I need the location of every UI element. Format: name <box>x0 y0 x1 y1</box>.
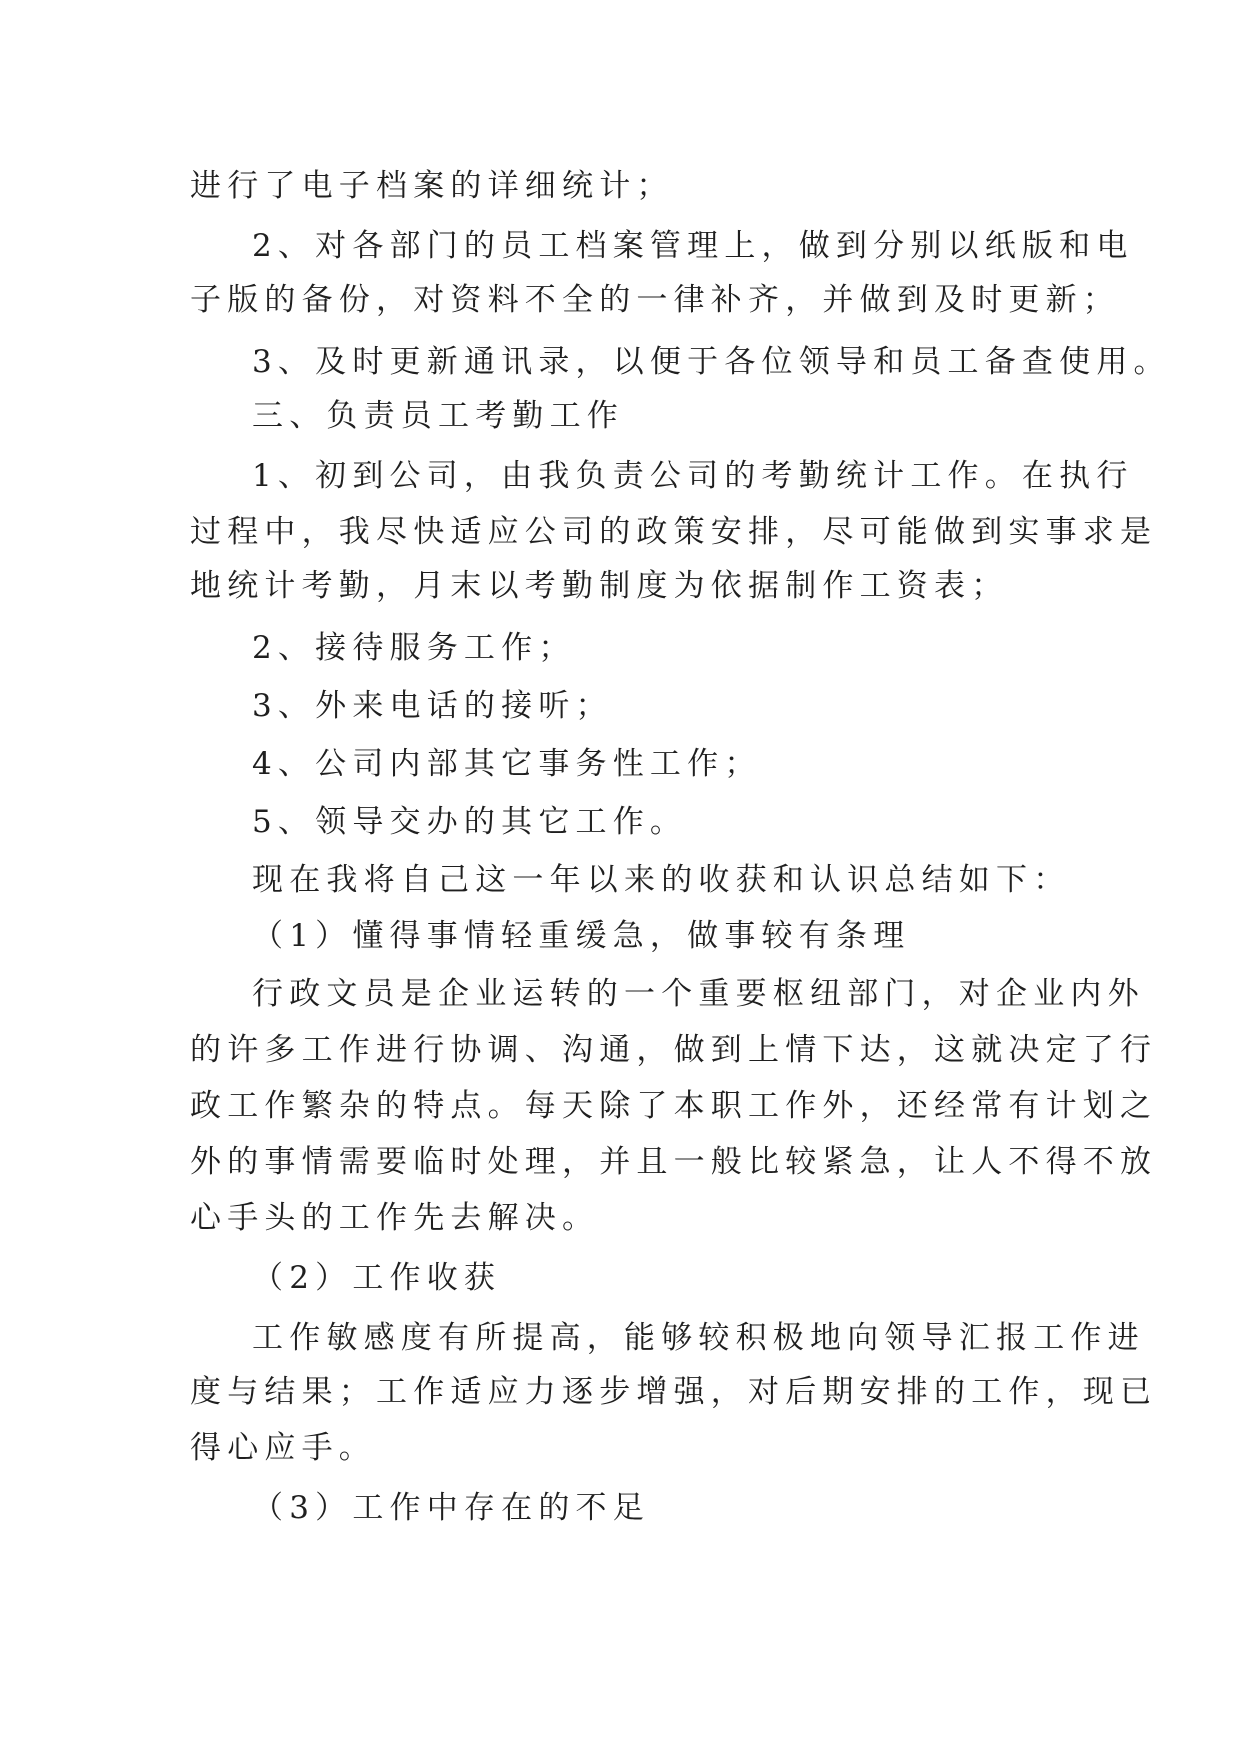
text-line: 心手头的工作先去解决。 <box>190 1200 600 1236</box>
text-line: 行政文员是企业运转的一个重要枢纽部门，对企业内外 <box>252 976 1145 1012</box>
text-line: 3、外来电话的接听； <box>252 688 613 724</box>
subsection-heading: （2）工作收获 <box>252 1260 502 1296</box>
text-line: 进行了电子档案的详细统计； <box>190 168 674 204</box>
subsection-heading: （1）懂得事情轻重缓急，做事较有条理 <box>252 918 911 954</box>
text-line: 3、及时更新通讯录，以便于各位领导和员工备查使用。 <box>252 344 1171 380</box>
text-line: 过程中，我尽快适应公司的政策安排，尽可能做到实事求是 <box>190 514 1158 550</box>
text-line: 1、初到公司，由我负责公司的考勤统计工作。在执行 <box>252 458 1134 494</box>
text-line: 的许多工作进行协调、沟通，做到上情下达，这就决定了行 <box>190 1032 1158 1068</box>
subsection-heading: （3）工作中存在的不足 <box>252 1490 650 1526</box>
text-line: 2、对各部门的员工档案管理上，做到分别以纸版和电 <box>252 228 1134 264</box>
text-line: 地统计考勤，月末以考勤制度为依据制作工资表； <box>190 568 1009 604</box>
text-line: 得心应手。 <box>190 1430 376 1466</box>
text-line: 2、接待服务工作； <box>252 630 576 666</box>
text-line: 度与结果；工作适应力逐步增强，对后期安排的工作，现已 <box>190 1374 1158 1410</box>
text-line: 4、公司内部其它事务性工作； <box>252 746 762 782</box>
text-line: 5、领导交办的其它工作。 <box>252 804 688 840</box>
text-line: 外的事情需要临时处理，并且一般比较紧急，让人不得不放 <box>190 1144 1158 1180</box>
text-line: 政工作繁杂的特点。每天除了本职工作外，还经常有计划之 <box>190 1088 1158 1124</box>
text-line: 现在我将自己这一年以来的收获和认识总结如下： <box>252 862 1071 898</box>
section-heading: 三、负责员工考勤工作 <box>252 398 624 434</box>
text-line: 子版的备份，对资料不全的一律补齐，并做到及时更新； <box>190 282 1120 318</box>
text-line: 工作敏感度有所提高，能够较积极地向领导汇报工作进 <box>252 1320 1145 1356</box>
